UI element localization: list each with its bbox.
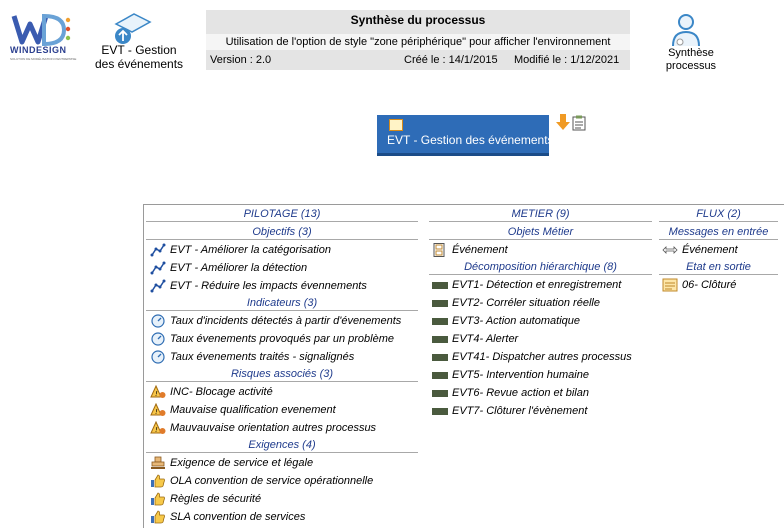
sous-processus-label: EVT2- Corréler situation réelle (452, 297, 600, 309)
process-link-line2: des événements (94, 57, 184, 71)
clipboard-icon[interactable] (572, 115, 586, 131)
subprocess-icon (432, 314, 448, 328)
risque-label: Mauvaise qualification evenement (170, 404, 336, 416)
subprocess-icon (432, 386, 448, 400)
process-map-icon[interactable] (112, 12, 152, 46)
exigences-title: Exigences (4) (146, 438, 418, 453)
download-icon[interactable] (556, 114, 570, 132)
trend-icon (150, 279, 166, 293)
windesign-logo (8, 10, 72, 64)
risque-label: Mauvauvaise orientation autres processus (170, 422, 377, 434)
sous-processus-label: EVT41- Dispatcher autres processus (452, 351, 632, 363)
message-arrow-icon (662, 243, 678, 257)
pilotage-title: PILOTAGE (13) (146, 207, 418, 222)
stamp-icon (150, 456, 166, 470)
exigence-label: Règles de sécurité (170, 493, 262, 505)
objets-metier-title: Objets Métier (429, 225, 652, 240)
sous-processus-label: EVT6- Revue action et bilan (452, 387, 589, 399)
central-process-box[interactable] (377, 115, 554, 156)
created-date: Créé le : 14/1/2015 (404, 54, 498, 66)
version-label: Version : 2.0 (210, 54, 272, 66)
exigence-label: SLA convention de services (170, 511, 306, 523)
logo-text: WINDESIGN (10, 45, 67, 55)
synthesis-link-line2: processus (665, 60, 717, 72)
etat-sortie-label: 06- Clôturé (682, 279, 737, 291)
subprocess-icon (432, 278, 448, 292)
subprocess-icon (432, 350, 448, 364)
svg-text:!: ! (155, 408, 158, 416)
gauge-icon (150, 314, 166, 328)
etat-sortie-title: Etat en sortie (659, 260, 778, 275)
risques-title: Risques associés (3) (146, 367, 418, 382)
sous-processus-label: EVT1- Détection et enregistrement (452, 279, 622, 291)
logo-subtitle: SOLUTION DE MODÉLISATION D'ENTREPRISE (10, 57, 77, 61)
modified-date: Modifié le : 1/12/2021 (514, 54, 620, 66)
warning-icon (150, 403, 166, 417)
indicateur-label: Taux évenements traités - signalignés (170, 351, 355, 363)
sous-processus-label: EVT7- Clôturer l'évènement (452, 405, 588, 417)
flux-title: FLUX (2) (659, 207, 778, 222)
thumbs-up-icon (150, 510, 166, 524)
objectif-label: EVT - Améliorer la détection (170, 262, 308, 274)
business-object-icon (432, 243, 448, 257)
process-link[interactable] (94, 43, 184, 71)
thumbs-up-icon (150, 492, 166, 506)
sous-processus-label: EVT5- Intervention humaine (452, 369, 589, 381)
subprocess-icon (432, 296, 448, 310)
subprocess-icon (432, 368, 448, 382)
trend-icon (150, 261, 166, 275)
subprocess-icon (432, 332, 448, 346)
synthesis-title: Synthèse du processus (350, 13, 486, 27)
gauge-icon (150, 332, 166, 346)
synthesis-link-line1: Synthèse (668, 47, 714, 59)
objectifs-title: Objectifs (3) (146, 225, 418, 240)
gauge-icon (150, 350, 166, 364)
indicateur-label: Taux d'incidents détectés à partir d'évenements (170, 315, 402, 327)
decomposition-title: Décomposition hiérarchique (8) (429, 260, 652, 275)
message-entree-label: Événement (682, 244, 738, 256)
sous-processus-label: EVT3- Action automatique (452, 315, 580, 327)
warning-icon (150, 385, 166, 399)
objet-metier-label: Événement (452, 244, 508, 256)
warning-icon (150, 421, 166, 435)
synthesis-meta (206, 52, 630, 68)
subprocess-icon (432, 404, 448, 418)
document-icon (662, 278, 678, 292)
svg-text:!: ! (155, 426, 158, 434)
person-icon[interactable] (668, 12, 704, 48)
sous-processus-label: EVT4- Alerter (452, 333, 519, 345)
indicateurs-title: Indicateurs (3) (146, 296, 418, 311)
risque-label: INC- Blocage activité (170, 386, 273, 398)
trend-icon (150, 243, 166, 257)
objectif-label: EVT - Réduire les impacts évennements (170, 280, 367, 292)
exigence-label: OLA convention de service opérationnelle (170, 475, 374, 487)
svg-text:!: ! (155, 390, 158, 398)
objectif-label: EVT - Améliorer la catégorisation (170, 244, 331, 256)
indicateur-label: Taux évenements provoqués par un problème (170, 333, 395, 345)
central-process-label: EVT - Gestion des événements (387, 133, 554, 147)
messages-entree-title: Messages en entrée (659, 225, 778, 240)
thumbs-up-icon (150, 474, 166, 488)
synthesis-subtitle: Utilisation de l'option de style "zone périphérique" pour afficher l'environnement (206, 34, 630, 50)
process-link-line1: EVT - Gestion (101, 43, 177, 57)
synthesis-process-link[interactable] (656, 47, 726, 73)
exigence-label: Exigence de service et légale (170, 457, 314, 469)
flag-icon (389, 119, 403, 131)
metier-title: METIER (9) (429, 207, 652, 222)
